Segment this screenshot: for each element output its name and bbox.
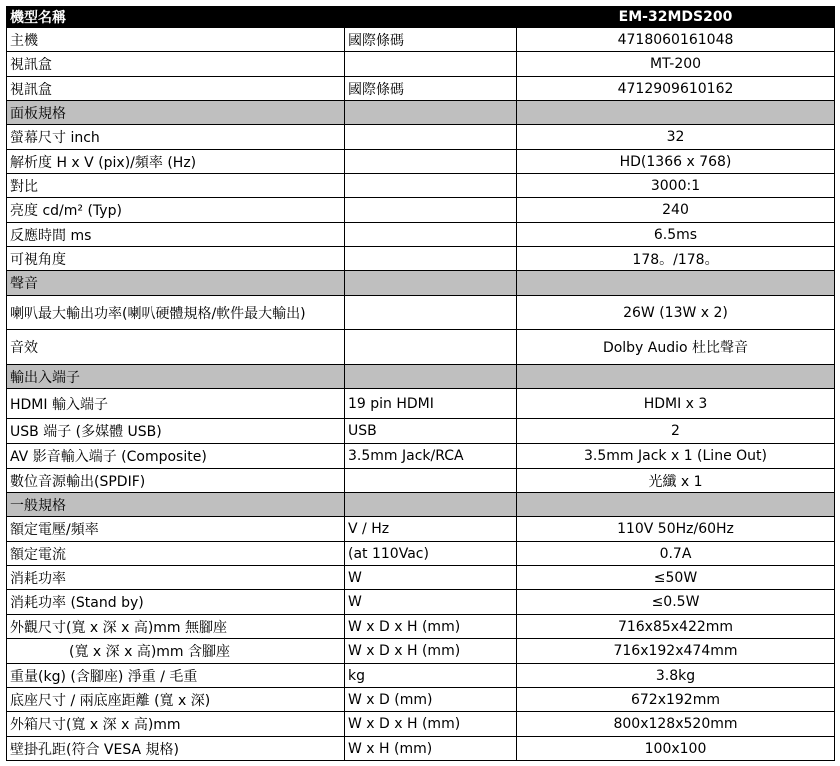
row-label: 重量(kg) (含腳座) 淨重 / 毛重 xyxy=(7,664,345,688)
table-row xyxy=(7,296,835,330)
row-spec xyxy=(345,174,517,198)
row-spec xyxy=(345,198,517,223)
row-spec xyxy=(345,247,517,271)
section-title: 面板規格 xyxy=(7,101,345,125)
table-row xyxy=(7,615,835,639)
table-row xyxy=(7,469,835,493)
row-spec: kg xyxy=(345,664,517,688)
row-label: 底座尺寸 / 兩底座距離 (寬 x 深) xyxy=(7,688,345,712)
table-row xyxy=(7,150,835,174)
header-label: 機型名稱 xyxy=(7,7,345,28)
section-row xyxy=(7,493,835,517)
row-label: 主機 xyxy=(7,28,345,52)
row-value: 光纖 x 1 xyxy=(517,469,835,493)
row-spec: W x D x H (mm) xyxy=(345,639,517,664)
row-spec: 國際條碼 xyxy=(345,28,517,52)
row-value: MT-200 xyxy=(517,52,835,77)
table-row xyxy=(7,419,835,444)
row-value: 3.5mm Jack x 1 (Line Out) xyxy=(517,444,835,469)
row-value: 240 xyxy=(517,198,835,223)
row-value: ≤50W xyxy=(517,566,835,590)
table-row xyxy=(7,52,835,77)
table-row xyxy=(7,688,835,712)
row-label: AV 影音輸入端子 (Composite) xyxy=(7,444,345,469)
row-label: 外觀尺寸(寬 x 深 x 高)mm 無腳座 xyxy=(7,615,345,639)
table-row xyxy=(7,330,835,365)
row-spec: W x D x H (mm) xyxy=(345,615,517,639)
row-label: 喇叭最大輸出功率(喇叭硬體規格/軟件最大輸出) xyxy=(7,296,345,330)
table-row xyxy=(7,737,835,761)
model-name: EM-32MDS200 xyxy=(517,7,835,28)
row-spec xyxy=(345,223,517,247)
row-label: 對比 xyxy=(7,174,345,198)
section-title: 輸出入端子 xyxy=(7,365,345,389)
row-value: 110V 50Hz/60Hz xyxy=(517,517,835,542)
row-value: 716x192x474mm xyxy=(517,639,835,664)
row-spec xyxy=(345,150,517,174)
table-row xyxy=(7,28,835,52)
table-row xyxy=(7,444,835,469)
row-label: 外箱尺寸(寬 x 深 x 高)mm xyxy=(7,712,345,737)
row-label: 壁掛孔距(符合 VESA 規格) xyxy=(7,737,345,761)
row-spec xyxy=(345,330,517,365)
table-row xyxy=(7,542,835,566)
table-row xyxy=(7,566,835,590)
row-value: 4718060161048 xyxy=(517,28,835,52)
row-label: 額定電壓/頻率 xyxy=(7,517,345,542)
row-value: 3.8kg xyxy=(517,664,835,688)
row-value: 800x128x520mm xyxy=(517,712,835,737)
row-value: 672x192mm xyxy=(517,688,835,712)
section-row xyxy=(7,365,835,389)
row-label: 解析度 H x V (pix)/頻率 (Hz) xyxy=(7,150,345,174)
row-value: 6.5ms xyxy=(517,223,835,247)
table-row xyxy=(7,517,835,542)
row-value: 716x85x422mm xyxy=(517,615,835,639)
row-label: 視訊盒 xyxy=(7,77,345,101)
row-value: ≤0.5W xyxy=(517,590,835,615)
table-row xyxy=(7,174,835,198)
row-value: 32 xyxy=(517,125,835,150)
row-spec: W x D (mm) xyxy=(345,688,517,712)
table-row xyxy=(7,198,835,223)
row-value: 0.7A xyxy=(517,542,835,566)
table-row xyxy=(7,247,835,271)
row-spec xyxy=(345,52,517,77)
table-row xyxy=(7,712,835,737)
table-row xyxy=(7,223,835,247)
row-label: (寬 x 深 x 高)mm 含腳座 xyxy=(7,639,345,664)
row-value: 2 xyxy=(517,419,835,444)
row-label: 可視角度 xyxy=(7,247,345,271)
table-row xyxy=(7,125,835,150)
row-value: 100x100 xyxy=(517,737,835,761)
row-label: HDMI 輸入端子 xyxy=(7,389,345,419)
table-row xyxy=(7,590,835,615)
row-label: 消耗功率 xyxy=(7,566,345,590)
row-spec: W x D x H (mm) xyxy=(345,712,517,737)
row-label: 視訊盒 xyxy=(7,52,345,77)
row-label: 數位音源輸出(SPDIF) xyxy=(7,469,345,493)
row-value: 3000:1 xyxy=(517,174,835,198)
row-spec: 3.5mm Jack/RCA xyxy=(345,444,517,469)
row-label: 音效 xyxy=(7,330,345,365)
row-spec: (at 110Vac) xyxy=(345,542,517,566)
section-title: 聲音 xyxy=(7,271,345,296)
row-value: HD(1366 x 768) xyxy=(517,150,835,174)
table-row xyxy=(7,389,835,419)
table-header-row xyxy=(7,7,835,28)
row-value: 4712909610162 xyxy=(517,77,835,101)
row-spec xyxy=(345,296,517,330)
row-spec: W xyxy=(345,566,517,590)
row-label: USB 端子 (多媒體 USB) xyxy=(7,419,345,444)
row-spec: V / Hz xyxy=(345,517,517,542)
row-spec xyxy=(345,125,517,150)
table-row xyxy=(7,77,835,101)
row-value: 178。/178。 xyxy=(517,247,835,271)
row-value: 26W (13W x 2) xyxy=(517,296,835,330)
row-label: 亮度 cd/m² (Typ) xyxy=(7,198,345,223)
row-label: 螢幕尺寸 inch xyxy=(7,125,345,150)
row-spec: W xyxy=(345,590,517,615)
section-row xyxy=(7,271,835,296)
section-row xyxy=(7,101,835,125)
section-title: 一般規格 xyxy=(7,493,345,517)
table-row xyxy=(7,664,835,688)
row-spec xyxy=(345,469,517,493)
row-label: 額定電流 xyxy=(7,542,345,566)
row-label: 反應時間 ms xyxy=(7,223,345,247)
spec-table xyxy=(6,6,835,761)
row-value: Dolby Audio 杜比聲音 xyxy=(517,330,835,365)
row-value: HDMI x 3 xyxy=(517,389,835,419)
row-label: 消耗功率 (Stand by) xyxy=(7,590,345,615)
header-spacer xyxy=(345,7,517,28)
table-row xyxy=(7,639,835,664)
row-spec: 國際條碼 xyxy=(345,77,517,101)
row-spec: 19 pin HDMI xyxy=(345,389,517,419)
row-spec: USB xyxy=(345,419,517,444)
row-spec: W x H (mm) xyxy=(345,737,517,761)
